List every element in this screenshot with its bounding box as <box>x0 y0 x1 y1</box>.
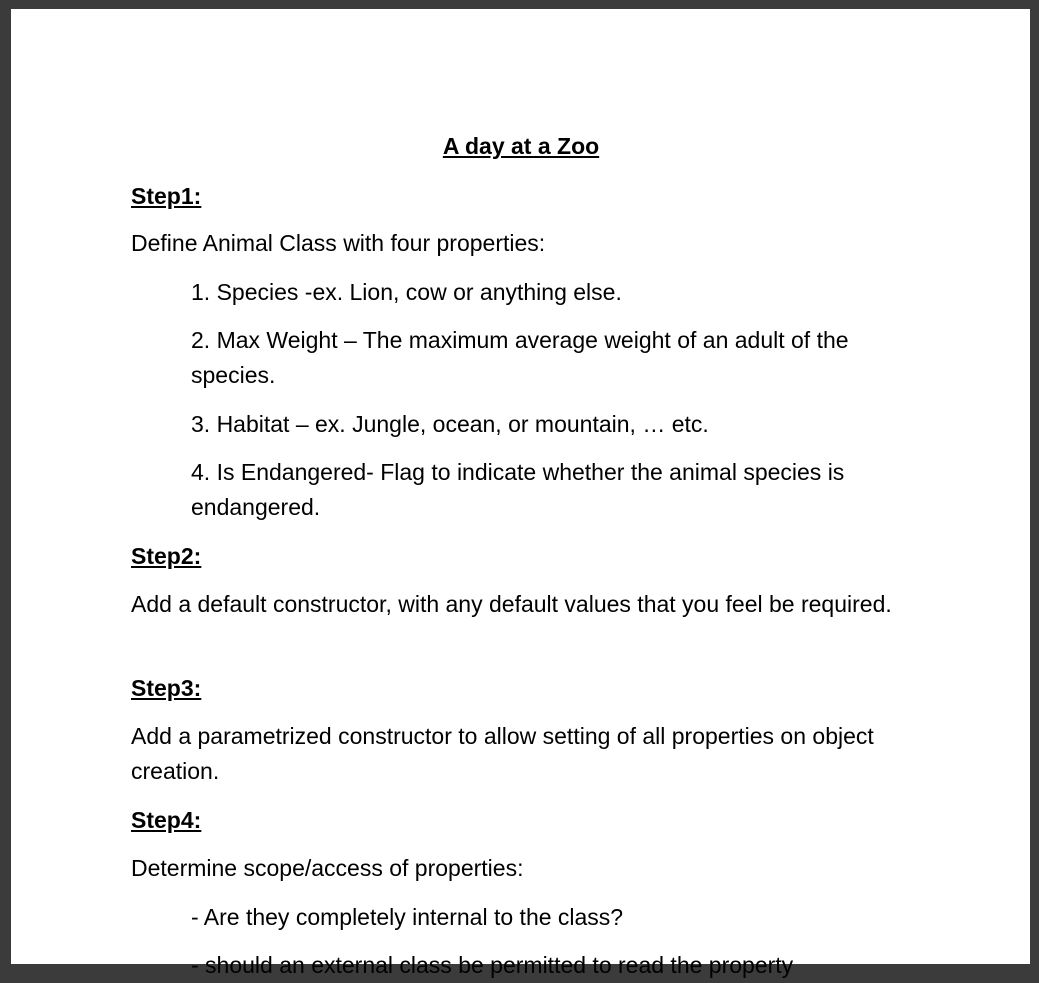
step3-heading: Step3: <box>131 675 202 701</box>
step1-item-species: 1. Species -ex. Lion, cow or anything else. <box>191 279 622 305</box>
step1-heading: Step1: <box>131 183 202 209</box>
document-title: A day at a Zoo <box>442 133 600 159</box>
step2-heading: Step2: <box>131 543 202 569</box>
step3-text: Add a parametrized constructor to allow setting of all properties on object creation. <box>131 723 874 784</box>
step4-heading: Step4: <box>131 807 202 833</box>
document-page <box>11 9 1030 978</box>
step4-intro: Determine scope/access of properties: <box>131 855 524 881</box>
step1-item-habitat: 3. Habitat – ex. Jungle, ocean, or mountain, … etc. <box>191 411 709 437</box>
step1-intro: Define Animal Class with four properties: <box>131 230 546 256</box>
step1-item-max-weight: 2. Max Weight – The maximum average weight of an adult of the species. <box>191 327 849 388</box>
step1-item-endangered: 4. Is Endangered- Flag to indicate whether the animal species is endangered. <box>191 459 845 520</box>
step2-text: Add a default constructor, with any default values that you feel be required. <box>131 591 892 617</box>
step4-item-internal: - Are they completely internal to the class? <box>191 904 624 930</box>
step4-item-external-read: - should an external class be permitted to read the property <box>191 952 794 978</box>
